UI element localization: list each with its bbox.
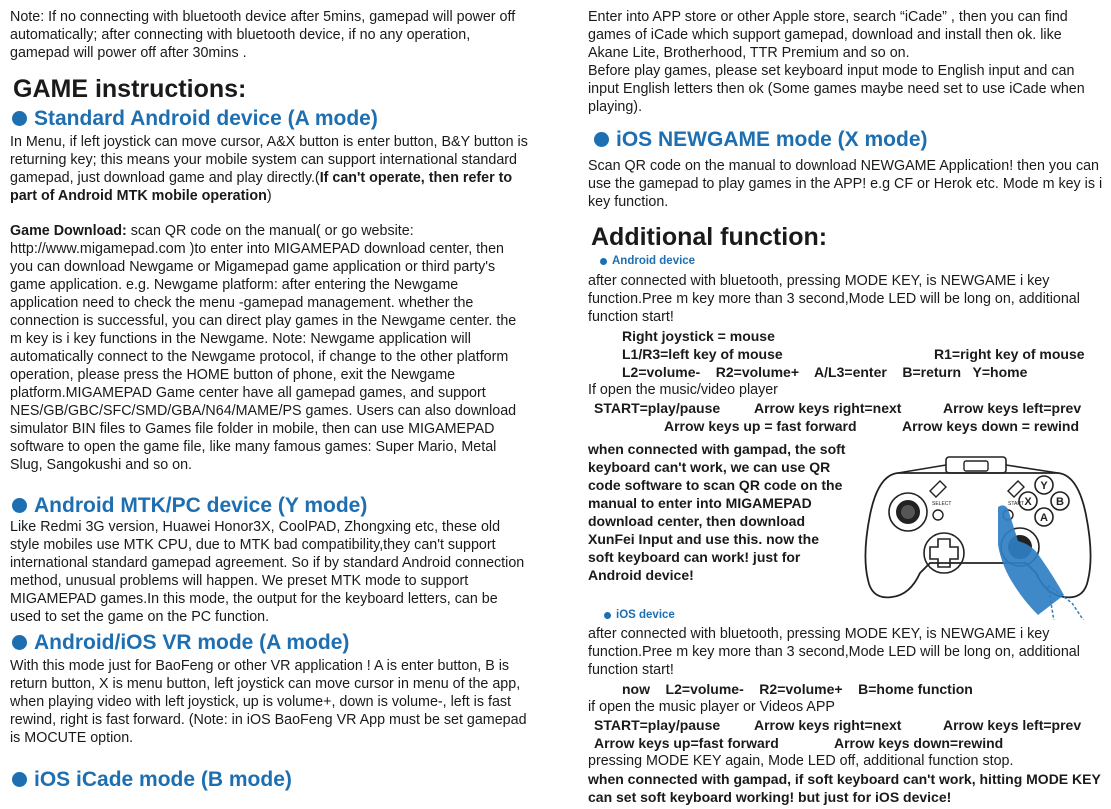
button-y-label: Y bbox=[1040, 480, 1048, 492]
ios-music-1c: Arrow keys left=prev bbox=[943, 717, 1082, 733]
android-music-1a: START=play/pause bbox=[594, 400, 721, 416]
android-keyboard-note: when connected with gampad, the soft keyboard can't work, we can use QR code software to scan QR code on the manual to enter into MIGAMEPAD download center, then download XunFei Input and use this. now the soft keyboard can work! just for Android device! bbox=[588, 441, 846, 583]
ios-device-label-text: iOS device bbox=[616, 609, 675, 621]
ios-music-1b: Arrow keys right=next bbox=[754, 717, 902, 733]
bullet-icon bbox=[594, 132, 609, 147]
bullet-icon bbox=[12, 111, 27, 126]
vr-heading-text: Android/iOS VR mode (A mode) bbox=[34, 631, 350, 654]
gamepad-outline bbox=[865, 457, 1090, 597]
android-key-2a: L1/R3=left key of mouse bbox=[622, 346, 783, 362]
newgame-text: Scan QR code on the manual to download NEWGAME Application! then you can use the gamepad to play games in the APP! e.g CF or Herok etc. Mode m key is i key function. bbox=[588, 158, 1103, 210]
game-download-text bbox=[10, 222, 530, 474]
bullet-icon bbox=[600, 258, 607, 265]
android-music-2b: Arrow keys down = rewind bbox=[902, 418, 1079, 434]
android-key-1: Right joystick = mouse bbox=[622, 328, 775, 344]
face-buttons bbox=[1019, 476, 1069, 526]
vr-heading bbox=[12, 630, 349, 655]
ios-music-2a: Arrow keys up=fast forward bbox=[594, 735, 779, 751]
android-music-1c: Arrow keys left=prev bbox=[943, 400, 1082, 416]
android-key-2b: R1=right key of mouse bbox=[934, 346, 1085, 362]
bullet-icon bbox=[12, 635, 27, 650]
android-music-2a: Arrow keys up = fast forward bbox=[664, 418, 857, 434]
bullet-icon bbox=[12, 772, 27, 787]
dpad bbox=[924, 533, 964, 573]
game-download-label: Game Download: bbox=[10, 223, 127, 239]
center-buttons bbox=[930, 481, 1024, 520]
ios-music-2b: Arrow keys down=rewind bbox=[834, 735, 1004, 751]
mtk-text: Like Redmi 3G version, Huawei Honor3X, CoolPAD, Zhongxing etc, these old style mobiles use MTK CPU, due to MTK bad compatibility,they can't support international standard gamepad agreement. So if by standard Android connection method, unusual problems will happen. We preset MTK mode to support MIGAMEPAD games.In this mode, the output for the keyboard letters, can be used to set the game on the PC function. bbox=[10, 519, 525, 625]
game-instructions-title: GAME instructions: bbox=[13, 75, 247, 103]
android-device-label-text: Android device bbox=[612, 255, 696, 267]
ios-music-label: if open the music player or Videos APP bbox=[588, 699, 835, 715]
power-note: Note: If no connecting with bluetooth device after 5mins, gamepad will power off automatically; after connecting with bluetooth device, if no any operation, gamepad will power off after 30mins . bbox=[10, 9, 516, 61]
icade-heading bbox=[12, 767, 292, 792]
android-key-3: L2=volume- R2=volume+ A/L3=enter B=return Y=home bbox=[622, 364, 1028, 380]
game-download-body: scan QR code on the manual( or go website: http://www.migamepad.com )to enter into MIGAMEPAD download center, then you can download Newgame or Migamepad game application or third party's game application. e.g. Newgame platform: after entering the Newgame application need to check the menu -gamepad management. whether the connection is successful, you can direct play games in the Newgame center. the m key is i key functions in the Newgame. Note: Newgame application will automatically connect to the Newgame protocol, if change to the other platform operation, please press the HOME button of phone, exit the Newgame platform.MIGAMEPAD Game center have all gamepad games, and support NES/GB/GBC/SFC/SMD/GBA/N64/MAME/PS games. Users can also download simulator BIN files to Games file folder in mobile, then can use MIGAMEPAD software to open the game file, like many famous games: Super Mario, Metal Slug, Sangokushi and so on. bbox=[10, 223, 517, 473]
additional-function-title: Additional function: bbox=[591, 223, 828, 251]
standard-android-text-a: In Menu, if left joystick can move cursor, A&X button is enter button, B&Y button is returning key; this means your mobile system can support international standard gamepad, just download game and play directly.( bbox=[10, 134, 528, 186]
left-joystick bbox=[889, 493, 927, 531]
ios-stop-text: pressing MODE KEY again, Mode LED off, additional function stop. bbox=[588, 753, 1014, 769]
ios-intro: after connected with bluetooth, pressing MODE KEY, is NEWGAME i key function.Pree m key more than 3 second,Mode LED will be long on, additional function start! bbox=[588, 626, 1080, 678]
ios-key-1: now L2=volume- R2=volume+ B=home function bbox=[622, 681, 973, 697]
ios-music-1a: START=play/pause bbox=[594, 717, 721, 733]
android-music-1b: Arrow keys right=next bbox=[754, 400, 902, 416]
android-music-label: If open the music/video player bbox=[588, 382, 778, 398]
standard-android-text-bold: If can't operate, then refer to part of Android MTK mobile operation bbox=[10, 170, 513, 204]
ios-device-label bbox=[604, 607, 675, 623]
standard-android-heading-text: Standard Android device (A mode) bbox=[34, 107, 378, 130]
newgame-heading bbox=[594, 127, 928, 152]
button-b-label: B bbox=[1056, 496, 1064, 508]
button-a-label: A bbox=[1040, 512, 1048, 524]
mtk-heading-text: Android MTK/PC device (Y mode) bbox=[34, 494, 368, 517]
button-x-label: X bbox=[1024, 496, 1032, 508]
android-intro: after connected with bluetooth, pressing MODE KEY, is NEWGAME i key function.Pree m key more than 3 second,Mode LED will be long on, additional function start! bbox=[588, 273, 1080, 325]
icade-text: Enter into APP store or other Apple store, search “iCade” , then you can find games of iCade which support gamepad, download and install then ok. like Akane Lite, Brotherhood, TTR Premium and so on. Before play games, please set keyboard input mode to English input and can input English letters then ok (Some games maybe need set to use iCade when playing). bbox=[588, 9, 1085, 115]
start-label: START bbox=[1008, 501, 1024, 507]
icade-heading-text: iOS iCade mode (B mode) bbox=[34, 768, 292, 791]
android-device-label bbox=[600, 253, 695, 269]
standard-android-text bbox=[10, 133, 530, 205]
bullet-icon bbox=[604, 612, 611, 619]
mtk-heading bbox=[12, 493, 367, 518]
vr-text: With this mode just for BaoFeng or other VR application ! A is enter button, B is return button, X is menu button, left joystick can move cursor in menu of the app, when playing video with left joystick, up is volume+, down is volume-, left is fast rewind, right is fast forward. (Note: in iOS BaoFeng VR App must be set gamepad is MOCUTE option. bbox=[10, 658, 527, 746]
bullet-icon bbox=[12, 498, 27, 513]
standard-android-text-c: ) bbox=[266, 188, 272, 204]
newgame-heading-text: iOS NEWGAME mode (X mode) bbox=[616, 128, 928, 151]
select-label: SELECT bbox=[932, 501, 952, 507]
standard-android-heading bbox=[12, 106, 378, 131]
ios-final-note: when connected with gampad, if soft keyboard can't work, hitting MODE KEY can set soft keyboard working! but just for iOS device! bbox=[588, 771, 1101, 805]
power-icon bbox=[933, 510, 943, 520]
gamepad-illustration bbox=[858, 445, 1098, 620]
